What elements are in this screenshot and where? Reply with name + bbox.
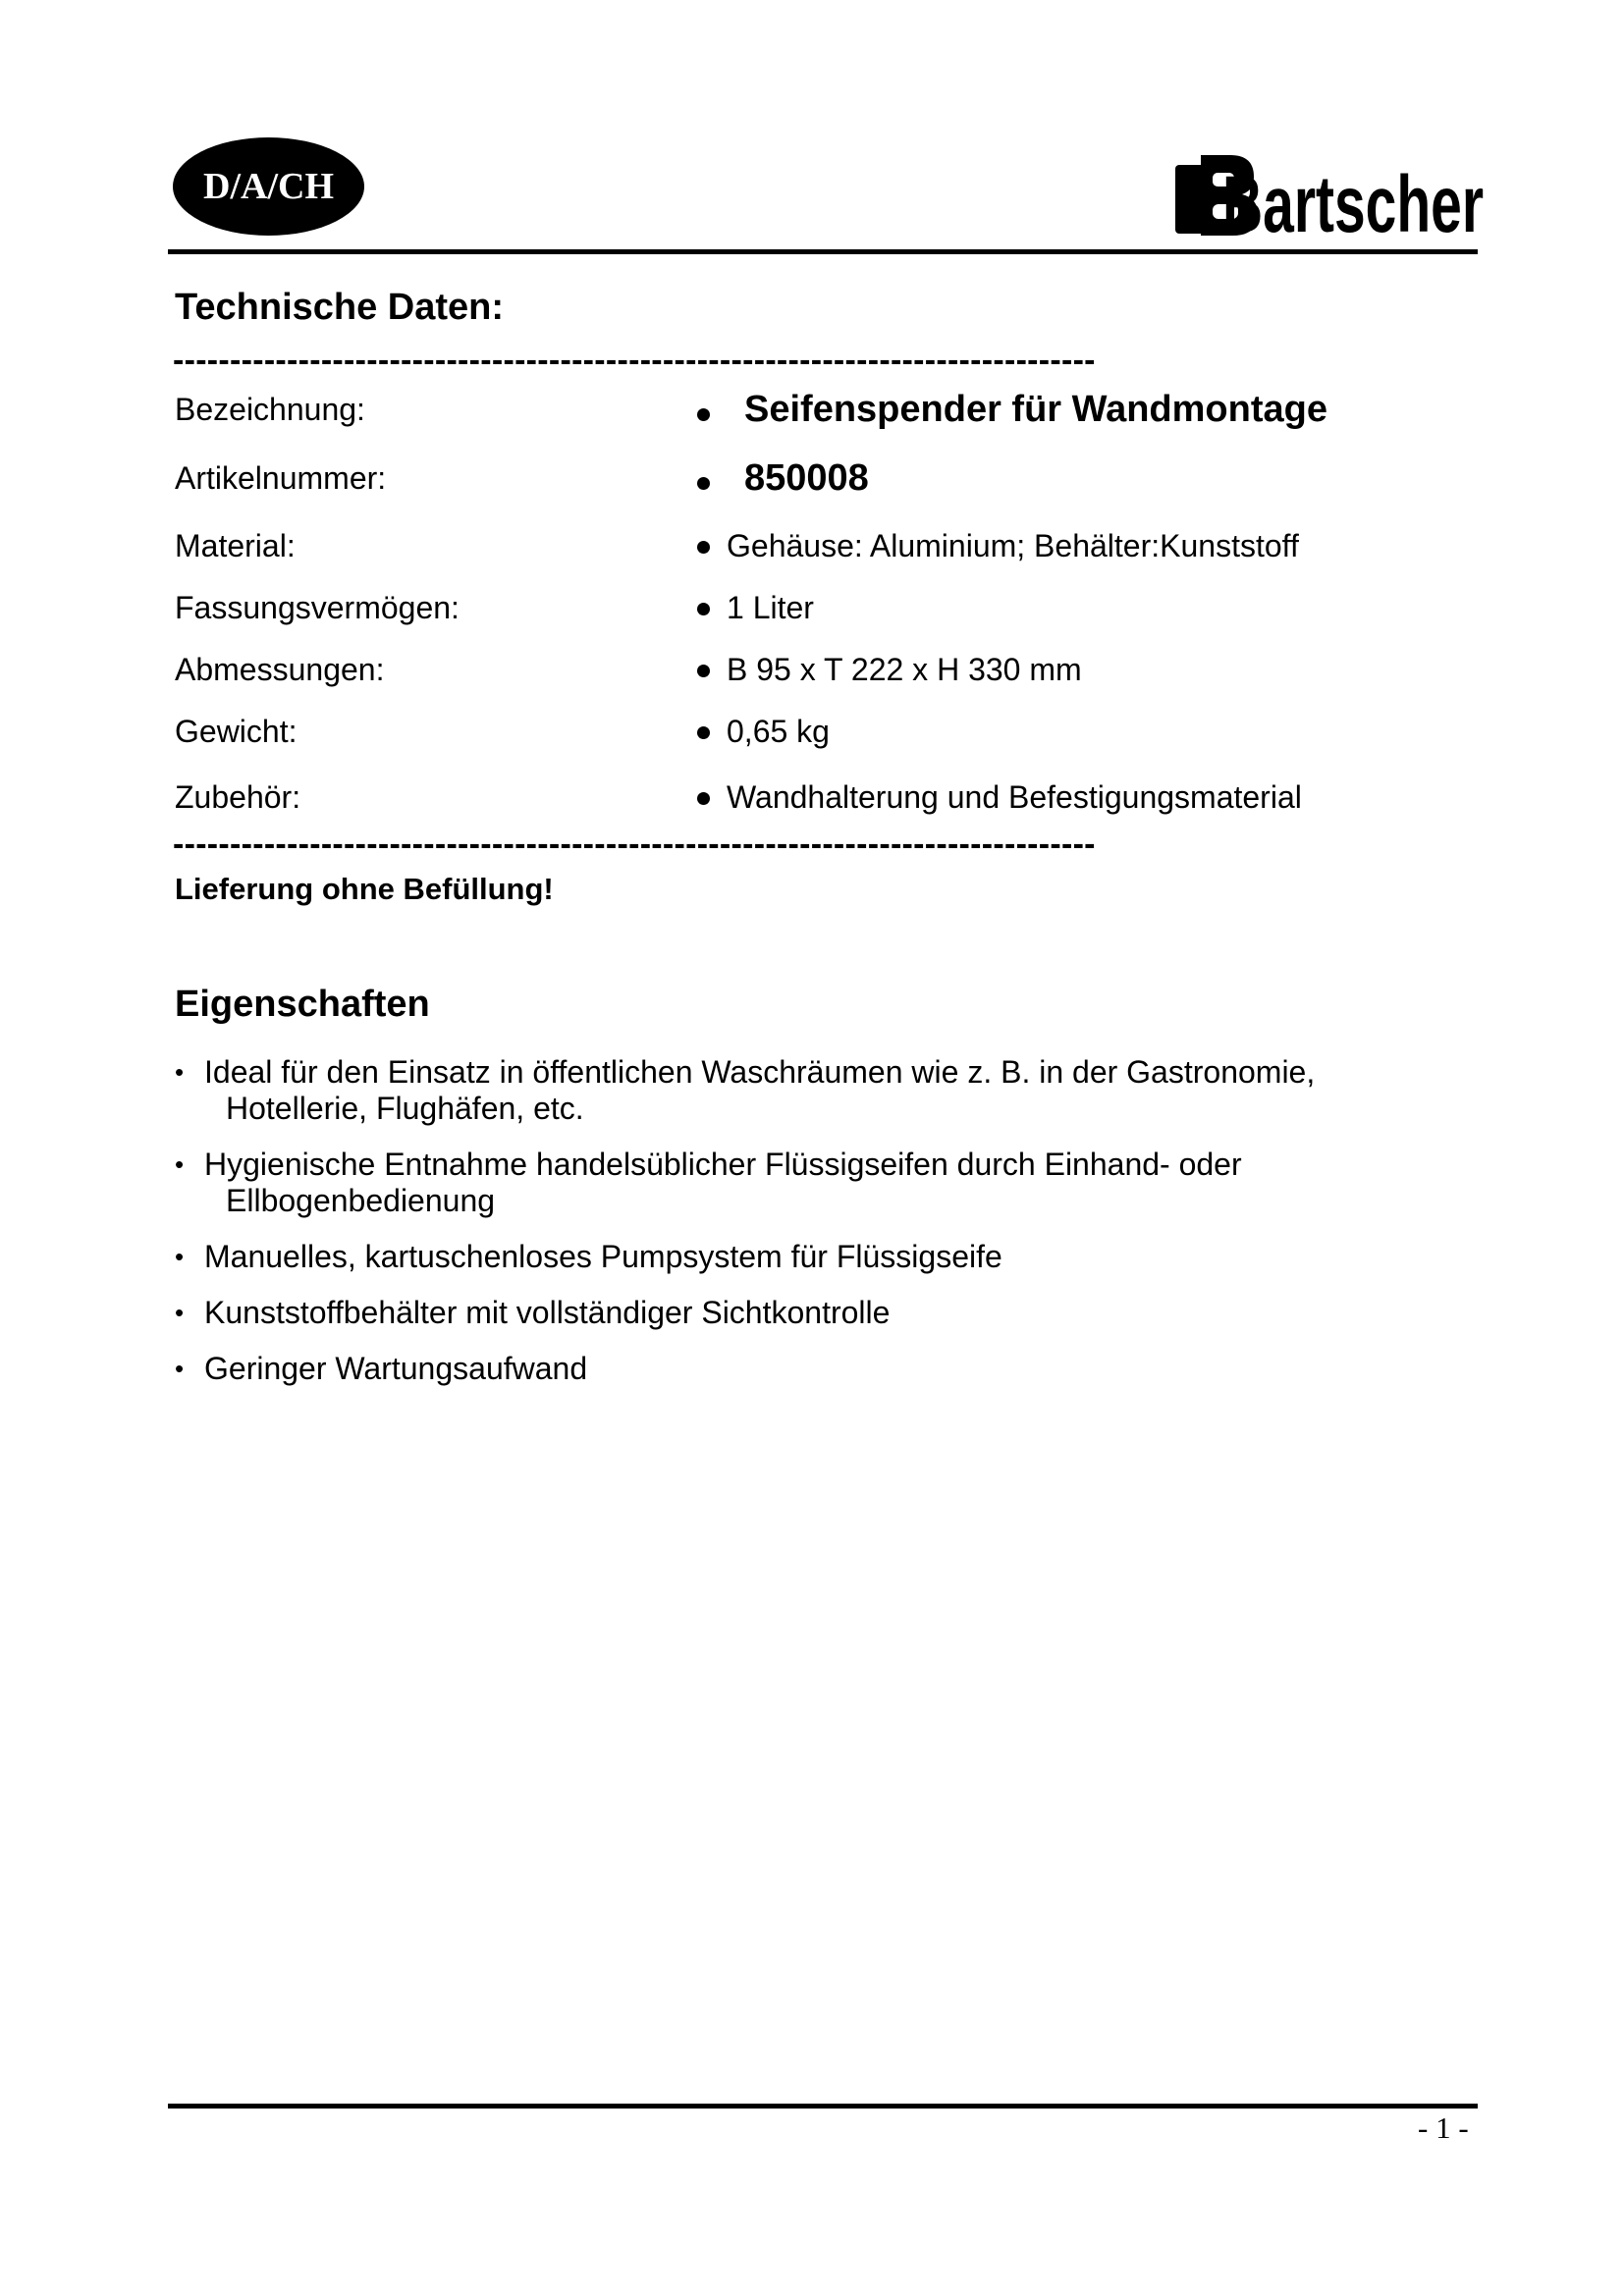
spec-row-capacity <box>175 583 1471 632</box>
region-badge: D/A/CH <box>173 137 364 236</box>
list-item <box>175 1147 1451 1219</box>
bullet-icon: • <box>175 1242 185 1271</box>
spec-row-material <box>175 521 1471 570</box>
technical-data-title: Technische Daten: <box>175 287 505 328</box>
feature-list <box>175 1054 1451 1407</box>
spec-row-designation <box>175 385 1471 434</box>
feature-text: Manuelles, kartuschenloses Pumpsystem für Flüssigseife <box>204 1239 1002 1274</box>
bullet-icon <box>697 408 710 421</box>
spec-label: Gewicht: <box>175 714 298 749</box>
bullet-icon: • <box>175 1057 185 1087</box>
spec-label: Abmessungen: <box>175 652 385 687</box>
bullet-icon <box>697 726 710 739</box>
spec-value: Wandhalterung und Befestigungsmaterial <box>727 779 1302 815</box>
brand-wordmark: Bartscher <box>1222 160 1484 249</box>
divider-top: --------------------------------------------------------------------------------- <box>173 342 1096 379</box>
properties-title: Eigenschaften <box>175 984 430 1025</box>
bullet-icon <box>697 665 710 677</box>
bullet-icon: • <box>175 1149 185 1179</box>
delivery-note: Lieferung ohne Befüllung! <box>175 872 554 906</box>
bullet-icon <box>697 477 710 490</box>
spec-label: Bezeichnung: <box>175 392 365 427</box>
feature-text: Hygienische Entnahme handelsüblicher Flüssigseifen durch Einhand- oder <box>204 1147 1242 1182</box>
bullet-icon: • <box>175 1298 185 1327</box>
spec-row-article-number <box>175 454 1471 503</box>
spec-label: Material: <box>175 528 296 563</box>
spec-value: 0,65 kg <box>727 714 830 749</box>
brand-logo <box>1173 147 1488 249</box>
feature-text: Geringer Wartungsaufwand <box>204 1351 588 1386</box>
bullet-icon <box>697 603 710 615</box>
list-item <box>175 1351 1451 1387</box>
feature-text: Ellbogenbedienung <box>226 1183 496 1218</box>
spec-label: Fassungsvermögen: <box>175 590 460 625</box>
bullet-icon <box>697 792 710 805</box>
spec-row-accessories <box>175 773 1471 822</box>
spec-value: Gehäuse: Aluminium; Behälter:Kunststoff <box>727 528 1299 563</box>
spec-value: 1 Liter <box>727 590 814 625</box>
bullet-icon <box>697 541 710 554</box>
spec-row-weight <box>175 707 1471 756</box>
spec-value: Seifenspender für Wandmontage <box>744 389 1327 430</box>
footer-rule <box>168 2104 1478 2109</box>
list-item <box>175 1239 1451 1275</box>
spec-value: B 95 x T 222 x H 330 mm <box>727 652 1082 687</box>
feature-text: Hotellerie, Flughäfen, etc. <box>226 1091 584 1126</box>
spec-label: Zubehör: <box>175 779 301 815</box>
feature-text: Kunststoffbehälter mit vollständiger Sichtkontrolle <box>204 1295 891 1330</box>
divider-bottom: --------------------------------------------------------------------------------- <box>173 826 1096 863</box>
header-rule <box>168 249 1478 254</box>
spec-row-dimensions <box>175 645 1471 694</box>
page-number: - 1 - <box>1418 2110 1469 2145</box>
spec-value: 850008 <box>744 457 869 499</box>
bullet-icon: • <box>175 1354 185 1383</box>
feature-text: Ideal für den Einsatz in öffentlichen Waschräumen wie z. B. in der Gastronomie, <box>204 1054 1316 1090</box>
list-item <box>175 1054 1451 1127</box>
spec-label: Artikelnummer: <box>175 460 387 496</box>
list-item <box>175 1295 1451 1331</box>
